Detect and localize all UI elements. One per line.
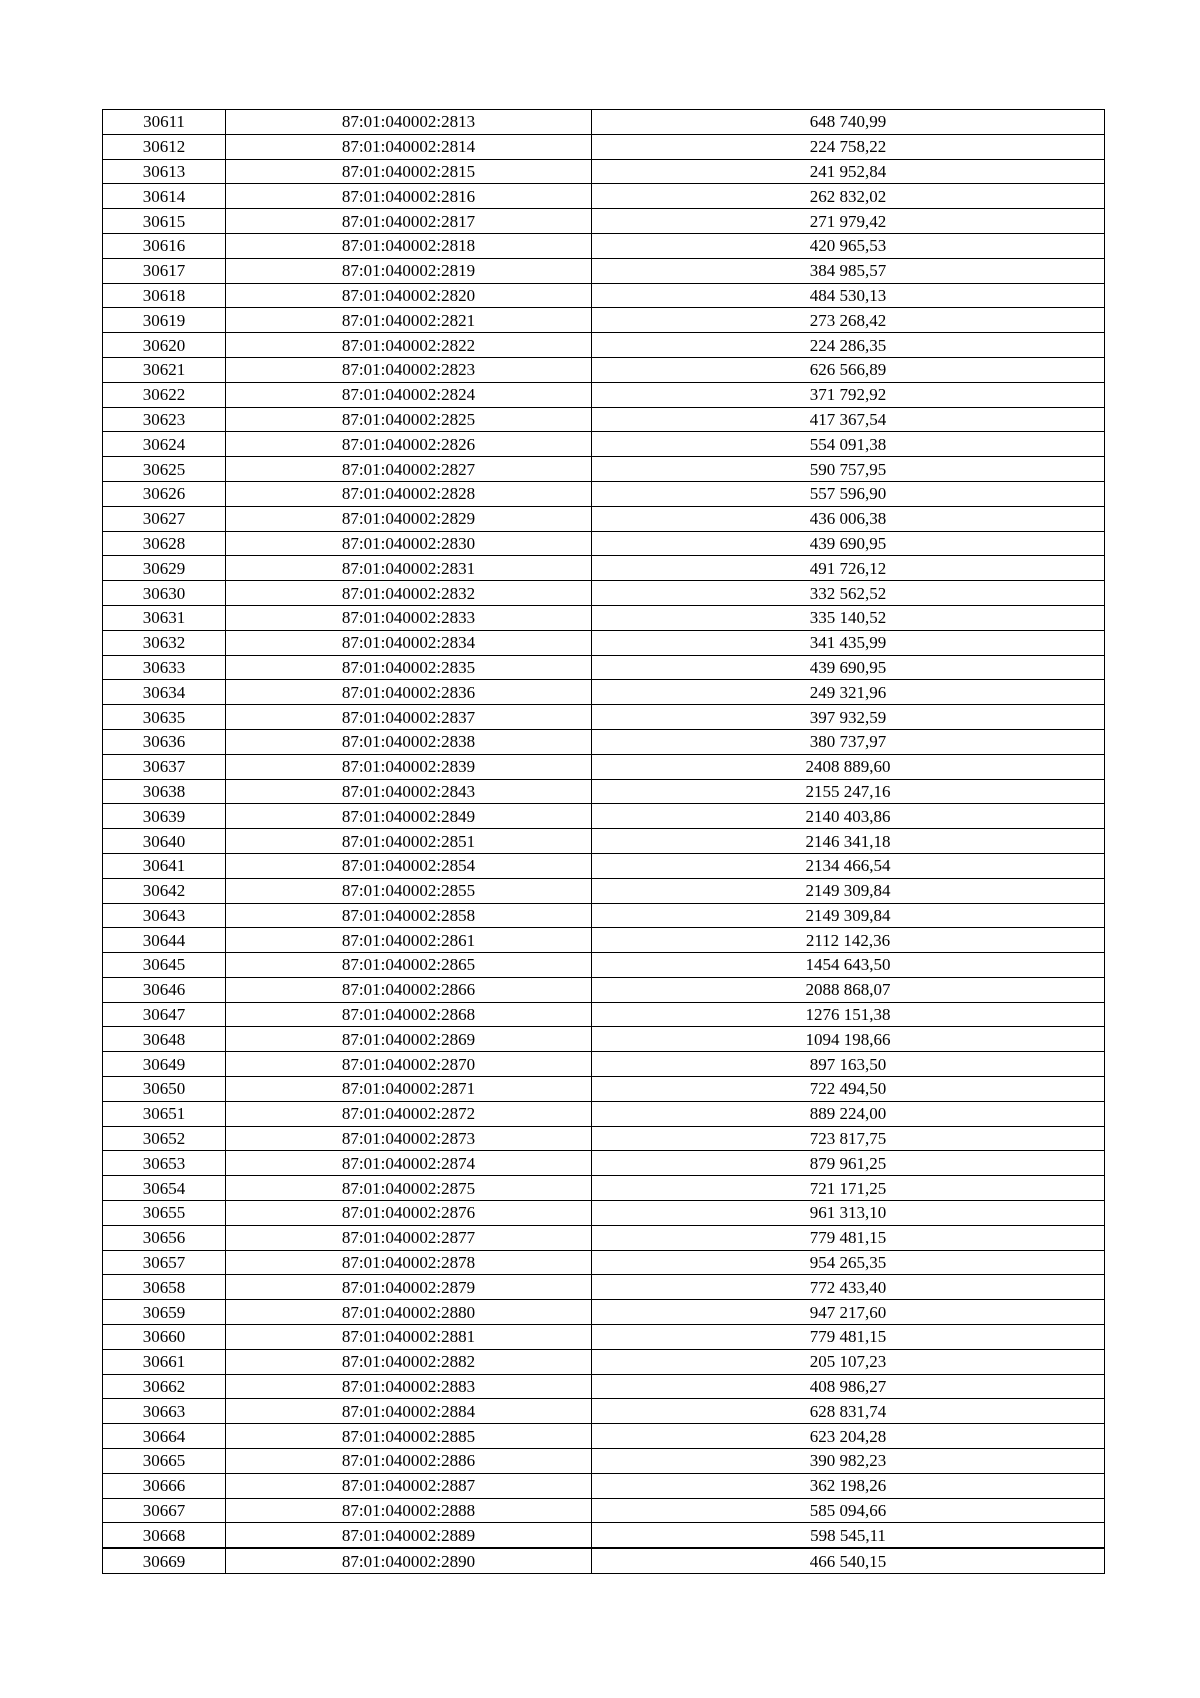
cadastral-number-cell: 87:01:040002:2828 bbox=[226, 481, 592, 506]
value-cell: 271 979,42 bbox=[592, 209, 1105, 234]
cadastral-number-cell: 87:01:040002:2820 bbox=[226, 283, 592, 308]
row-number-cell: 30655 bbox=[103, 1201, 226, 1226]
row-number-cell: 30635 bbox=[103, 705, 226, 730]
cadastral-number-cell: 87:01:040002:2822 bbox=[226, 333, 592, 358]
cadastral-number-cell: 87:01:040002:2870 bbox=[226, 1052, 592, 1077]
cadastral-number-cell: 87:01:040002:2889 bbox=[226, 1523, 592, 1548]
row-number-cell: 30621 bbox=[103, 357, 226, 382]
cadastral-number-cell: 87:01:040002:2884 bbox=[226, 1399, 592, 1424]
value-cell: 897 163,50 bbox=[592, 1052, 1105, 1077]
row-number-cell: 30653 bbox=[103, 1151, 226, 1176]
table-row bbox=[103, 1052, 1105, 1077]
value-cell: 491 726,12 bbox=[592, 556, 1105, 581]
cadastral-number-cell: 87:01:040002:2832 bbox=[226, 581, 592, 606]
cadastral-number-cell: 87:01:040002:2835 bbox=[226, 655, 592, 680]
table-body bbox=[103, 110, 1105, 1574]
table-row bbox=[103, 804, 1105, 829]
table-row bbox=[103, 1498, 1105, 1523]
value-cell: 384 985,57 bbox=[592, 258, 1105, 283]
row-number-cell: 30637 bbox=[103, 754, 226, 779]
row-number-cell: 30666 bbox=[103, 1473, 226, 1498]
table-row bbox=[103, 581, 1105, 606]
table-row bbox=[103, 308, 1105, 333]
row-number-cell: 30665 bbox=[103, 1449, 226, 1474]
table-row bbox=[103, 481, 1105, 506]
value-cell: 628 831,74 bbox=[592, 1399, 1105, 1424]
value-cell: 241 952,84 bbox=[592, 159, 1105, 184]
cadastral-number-cell: 87:01:040002:2814 bbox=[226, 134, 592, 159]
table-row bbox=[103, 382, 1105, 407]
value-cell: 954 265,35 bbox=[592, 1250, 1105, 1275]
value-cell: 2408 889,60 bbox=[592, 754, 1105, 779]
value-cell: 585 094,66 bbox=[592, 1498, 1105, 1523]
row-number-cell: 30646 bbox=[103, 977, 226, 1002]
value-cell: 2088 868,07 bbox=[592, 977, 1105, 1002]
row-number-cell: 30611 bbox=[103, 110, 226, 135]
table-row bbox=[103, 1349, 1105, 1374]
value-cell: 947 217,60 bbox=[592, 1300, 1105, 1325]
table-row bbox=[103, 1548, 1105, 1573]
parcel-value-table bbox=[102, 109, 1105, 1574]
row-number-cell: 30636 bbox=[103, 729, 226, 754]
cadastral-number-cell: 87:01:040002:2873 bbox=[226, 1126, 592, 1151]
table-row bbox=[103, 1250, 1105, 1275]
table-row bbox=[103, 1151, 1105, 1176]
table-row bbox=[103, 432, 1105, 457]
row-number-cell: 30660 bbox=[103, 1325, 226, 1350]
row-number-cell: 30668 bbox=[103, 1523, 226, 1548]
table-row bbox=[103, 283, 1105, 308]
cadastral-number-cell: 87:01:040002:2851 bbox=[226, 829, 592, 854]
cadastral-number-cell: 87:01:040002:2865 bbox=[226, 953, 592, 978]
cadastral-number-cell: 87:01:040002:2821 bbox=[226, 308, 592, 333]
table-row bbox=[103, 357, 1105, 382]
value-cell: 889 224,00 bbox=[592, 1101, 1105, 1126]
table-row bbox=[103, 1225, 1105, 1250]
table-row bbox=[103, 853, 1105, 878]
table-row bbox=[103, 928, 1105, 953]
row-number-cell: 30618 bbox=[103, 283, 226, 308]
row-number-cell: 30622 bbox=[103, 382, 226, 407]
cadastral-number-cell: 87:01:040002:2886 bbox=[226, 1449, 592, 1474]
table-row bbox=[103, 1176, 1105, 1201]
value-cell: 249 321,96 bbox=[592, 680, 1105, 705]
row-number-cell: 30634 bbox=[103, 680, 226, 705]
table-row bbox=[103, 407, 1105, 432]
value-cell: 205 107,23 bbox=[592, 1349, 1105, 1374]
table-row bbox=[103, 1027, 1105, 1052]
cadastral-number-cell: 87:01:040002:2831 bbox=[226, 556, 592, 581]
row-number-cell: 30631 bbox=[103, 605, 226, 630]
value-cell: 623 204,28 bbox=[592, 1424, 1105, 1449]
value-cell: 879 961,25 bbox=[592, 1151, 1105, 1176]
row-number-cell: 30625 bbox=[103, 457, 226, 482]
value-cell: 598 545,11 bbox=[592, 1523, 1105, 1548]
cadastral-number-cell: 87:01:040002:2876 bbox=[226, 1201, 592, 1226]
cadastral-number-cell: 87:01:040002:2874 bbox=[226, 1151, 592, 1176]
value-cell: 1094 198,66 bbox=[592, 1027, 1105, 1052]
cadastral-number-cell: 87:01:040002:2890 bbox=[226, 1548, 592, 1573]
row-number-cell: 30664 bbox=[103, 1424, 226, 1449]
table-row bbox=[103, 977, 1105, 1002]
row-number-cell: 30661 bbox=[103, 1349, 226, 1374]
value-cell: 224 758,22 bbox=[592, 134, 1105, 159]
table-row bbox=[103, 531, 1105, 556]
row-number-cell: 30629 bbox=[103, 556, 226, 581]
cadastral-number-cell: 87:01:040002:2879 bbox=[226, 1275, 592, 1300]
value-cell: 439 690,95 bbox=[592, 655, 1105, 680]
value-cell: 341 435,99 bbox=[592, 630, 1105, 655]
table-row bbox=[103, 655, 1105, 680]
table-row bbox=[103, 605, 1105, 630]
cadastral-number-cell: 87:01:040002:2881 bbox=[226, 1325, 592, 1350]
value-cell: 2140 403,86 bbox=[592, 804, 1105, 829]
value-cell: 557 596,90 bbox=[592, 481, 1105, 506]
value-cell: 1276 151,38 bbox=[592, 1002, 1105, 1027]
table-row bbox=[103, 1374, 1105, 1399]
table-row bbox=[103, 953, 1105, 978]
table-row bbox=[103, 258, 1105, 283]
table-row bbox=[103, 829, 1105, 854]
row-number-cell: 30642 bbox=[103, 878, 226, 903]
row-number-cell: 30656 bbox=[103, 1225, 226, 1250]
table-row bbox=[103, 630, 1105, 655]
value-cell: 397 932,59 bbox=[592, 705, 1105, 730]
table-row bbox=[103, 1449, 1105, 1474]
row-number-cell: 30654 bbox=[103, 1176, 226, 1201]
row-number-cell: 30615 bbox=[103, 209, 226, 234]
row-number-cell: 30663 bbox=[103, 1399, 226, 1424]
cadastral-number-cell: 87:01:040002:2878 bbox=[226, 1250, 592, 1275]
cadastral-number-cell: 87:01:040002:2854 bbox=[226, 853, 592, 878]
cadastral-number-cell: 87:01:040002:2875 bbox=[226, 1176, 592, 1201]
row-number-cell: 30662 bbox=[103, 1374, 226, 1399]
row-number-cell: 30659 bbox=[103, 1300, 226, 1325]
cadastral-number-cell: 87:01:040002:2838 bbox=[226, 729, 592, 754]
cadastral-number-cell: 87:01:040002:2816 bbox=[226, 184, 592, 209]
value-cell: 262 832,02 bbox=[592, 184, 1105, 209]
value-cell: 772 433,40 bbox=[592, 1275, 1105, 1300]
row-number-cell: 30613 bbox=[103, 159, 226, 184]
value-cell: 484 530,13 bbox=[592, 283, 1105, 308]
row-number-cell: 30628 bbox=[103, 531, 226, 556]
cadastral-number-cell: 87:01:040002:2836 bbox=[226, 680, 592, 705]
cadastral-number-cell: 87:01:040002:2813 bbox=[226, 110, 592, 135]
table-row bbox=[103, 754, 1105, 779]
row-number-cell: 30633 bbox=[103, 655, 226, 680]
row-number-cell: 30645 bbox=[103, 953, 226, 978]
value-cell: 466 540,15 bbox=[592, 1548, 1105, 1573]
cadastral-number-cell: 87:01:040002:2823 bbox=[226, 357, 592, 382]
cadastral-number-cell: 87:01:040002:2868 bbox=[226, 1002, 592, 1027]
row-number-cell: 30612 bbox=[103, 134, 226, 159]
row-number-cell: 30630 bbox=[103, 581, 226, 606]
value-cell: 2112 142,36 bbox=[592, 928, 1105, 953]
cadastral-number-cell: 87:01:040002:2834 bbox=[226, 630, 592, 655]
value-cell: 439 690,95 bbox=[592, 531, 1105, 556]
table-row bbox=[103, 1325, 1105, 1350]
row-number-cell: 30648 bbox=[103, 1027, 226, 1052]
cadastral-number-cell: 87:01:040002:2843 bbox=[226, 779, 592, 804]
value-cell: 417 367,54 bbox=[592, 407, 1105, 432]
value-cell: 420 965,53 bbox=[592, 233, 1105, 258]
value-cell: 2149 309,84 bbox=[592, 903, 1105, 928]
value-cell: 723 817,75 bbox=[592, 1126, 1105, 1151]
row-number-cell: 30644 bbox=[103, 928, 226, 953]
value-cell: 436 006,38 bbox=[592, 506, 1105, 531]
row-number-cell: 30614 bbox=[103, 184, 226, 209]
row-number-cell: 30643 bbox=[103, 903, 226, 928]
table-row bbox=[103, 110, 1105, 135]
value-cell: 332 562,52 bbox=[592, 581, 1105, 606]
table-row bbox=[103, 1077, 1105, 1102]
row-number-cell: 30647 bbox=[103, 1002, 226, 1027]
row-number-cell: 30638 bbox=[103, 779, 226, 804]
cadastral-number-cell: 87:01:040002:2882 bbox=[226, 1349, 592, 1374]
row-number-cell: 30657 bbox=[103, 1250, 226, 1275]
cadastral-number-cell: 87:01:040002:2819 bbox=[226, 258, 592, 283]
row-number-cell: 30658 bbox=[103, 1275, 226, 1300]
row-number-cell: 30626 bbox=[103, 481, 226, 506]
row-number-cell: 30650 bbox=[103, 1077, 226, 1102]
table-row bbox=[103, 1002, 1105, 1027]
cadastral-number-cell: 87:01:040002:2817 bbox=[226, 209, 592, 234]
row-number-cell: 30632 bbox=[103, 630, 226, 655]
table-row bbox=[103, 1399, 1105, 1424]
cadastral-number-cell: 87:01:040002:2855 bbox=[226, 878, 592, 903]
table-row bbox=[103, 134, 1105, 159]
table-row bbox=[103, 556, 1105, 581]
cadastral-number-cell: 87:01:040002:2885 bbox=[226, 1424, 592, 1449]
row-number-cell: 30627 bbox=[103, 506, 226, 531]
table-row bbox=[103, 457, 1105, 482]
cadastral-number-cell: 87:01:040002:2872 bbox=[226, 1101, 592, 1126]
cadastral-number-cell: 87:01:040002:2887 bbox=[226, 1473, 592, 1498]
cadastral-number-cell: 87:01:040002:2883 bbox=[226, 1374, 592, 1399]
table-row bbox=[103, 705, 1105, 730]
table-row bbox=[103, 506, 1105, 531]
cadastral-number-cell: 87:01:040002:2825 bbox=[226, 407, 592, 432]
table-row bbox=[103, 1101, 1105, 1126]
row-number-cell: 30616 bbox=[103, 233, 226, 258]
value-cell: 779 481,15 bbox=[592, 1225, 1105, 1250]
table-row bbox=[103, 729, 1105, 754]
row-number-cell: 30667 bbox=[103, 1498, 226, 1523]
cadastral-number-cell: 87:01:040002:2839 bbox=[226, 754, 592, 779]
row-number-cell: 30649 bbox=[103, 1052, 226, 1077]
value-cell: 2155 247,16 bbox=[592, 779, 1105, 804]
cadastral-number-cell: 87:01:040002:2837 bbox=[226, 705, 592, 730]
value-cell: 380 737,97 bbox=[592, 729, 1105, 754]
row-number-cell: 30619 bbox=[103, 308, 226, 333]
row-number-cell: 30652 bbox=[103, 1126, 226, 1151]
cadastral-number-cell: 87:01:040002:2869 bbox=[226, 1027, 592, 1052]
value-cell: 648 740,99 bbox=[592, 110, 1105, 135]
table-row bbox=[103, 184, 1105, 209]
value-cell: 1454 643,50 bbox=[592, 953, 1105, 978]
table-row bbox=[103, 1300, 1105, 1325]
table-row bbox=[103, 1201, 1105, 1226]
row-number-cell: 30617 bbox=[103, 258, 226, 283]
cadastral-number-cell: 87:01:040002:2861 bbox=[226, 928, 592, 953]
table-row bbox=[103, 233, 1105, 258]
cadastral-number-cell: 87:01:040002:2866 bbox=[226, 977, 592, 1002]
cadastral-number-cell: 87:01:040002:2871 bbox=[226, 1077, 592, 1102]
value-cell: 224 286,35 bbox=[592, 333, 1105, 358]
table-row bbox=[103, 878, 1105, 903]
cadastral-number-cell: 87:01:040002:2877 bbox=[226, 1225, 592, 1250]
cadastral-number-cell: 87:01:040002:2818 bbox=[226, 233, 592, 258]
table-row bbox=[103, 680, 1105, 705]
value-cell: 2149 309,84 bbox=[592, 878, 1105, 903]
row-number-cell: 30620 bbox=[103, 333, 226, 358]
table-row bbox=[103, 333, 1105, 358]
value-cell: 2146 341,18 bbox=[592, 829, 1105, 854]
cadastral-number-cell: 87:01:040002:2829 bbox=[226, 506, 592, 531]
value-cell: 626 566,89 bbox=[592, 357, 1105, 382]
value-cell: 273 268,42 bbox=[592, 308, 1105, 333]
cadastral-number-cell: 87:01:040002:2827 bbox=[226, 457, 592, 482]
value-cell: 335 140,52 bbox=[592, 605, 1105, 630]
cadastral-number-cell: 87:01:040002:2849 bbox=[226, 804, 592, 829]
table-row bbox=[103, 903, 1105, 928]
table-row bbox=[103, 1275, 1105, 1300]
row-number-cell: 30624 bbox=[103, 432, 226, 457]
value-cell: 590 757,95 bbox=[592, 457, 1105, 482]
value-cell: 961 313,10 bbox=[592, 1201, 1105, 1226]
value-cell: 390 982,23 bbox=[592, 1449, 1105, 1474]
cadastral-number-cell: 87:01:040002:2826 bbox=[226, 432, 592, 457]
row-number-cell: 30641 bbox=[103, 853, 226, 878]
row-number-cell: 30651 bbox=[103, 1101, 226, 1126]
table-row bbox=[103, 1424, 1105, 1449]
table-row bbox=[103, 1473, 1105, 1498]
row-number-cell: 30669 bbox=[103, 1548, 226, 1573]
value-cell: 722 494,50 bbox=[592, 1077, 1105, 1102]
value-cell: 362 198,26 bbox=[592, 1473, 1105, 1498]
row-number-cell: 30639 bbox=[103, 804, 226, 829]
cadastral-number-cell: 87:01:040002:2833 bbox=[226, 605, 592, 630]
value-cell: 721 171,25 bbox=[592, 1176, 1105, 1201]
row-number-cell: 30640 bbox=[103, 829, 226, 854]
value-cell: 2134 466,54 bbox=[592, 853, 1105, 878]
value-cell: 371 792,92 bbox=[592, 382, 1105, 407]
value-cell: 554 091,38 bbox=[592, 432, 1105, 457]
row-number-cell: 30623 bbox=[103, 407, 226, 432]
cadastral-number-cell: 87:01:040002:2888 bbox=[226, 1498, 592, 1523]
value-cell: 779 481,15 bbox=[592, 1325, 1105, 1350]
cadastral-number-cell: 87:01:040002:2824 bbox=[226, 382, 592, 407]
cadastral-number-cell: 87:01:040002:2880 bbox=[226, 1300, 592, 1325]
table-row bbox=[103, 159, 1105, 184]
cadastral-number-cell: 87:01:040002:2830 bbox=[226, 531, 592, 556]
table-row bbox=[103, 1126, 1105, 1151]
cadastral-number-cell: 87:01:040002:2858 bbox=[226, 903, 592, 928]
table-row bbox=[103, 209, 1105, 234]
value-cell: 408 986,27 bbox=[592, 1374, 1105, 1399]
cadastral-number-cell: 87:01:040002:2815 bbox=[226, 159, 592, 184]
table-row bbox=[103, 779, 1105, 804]
table-row bbox=[103, 1523, 1105, 1548]
